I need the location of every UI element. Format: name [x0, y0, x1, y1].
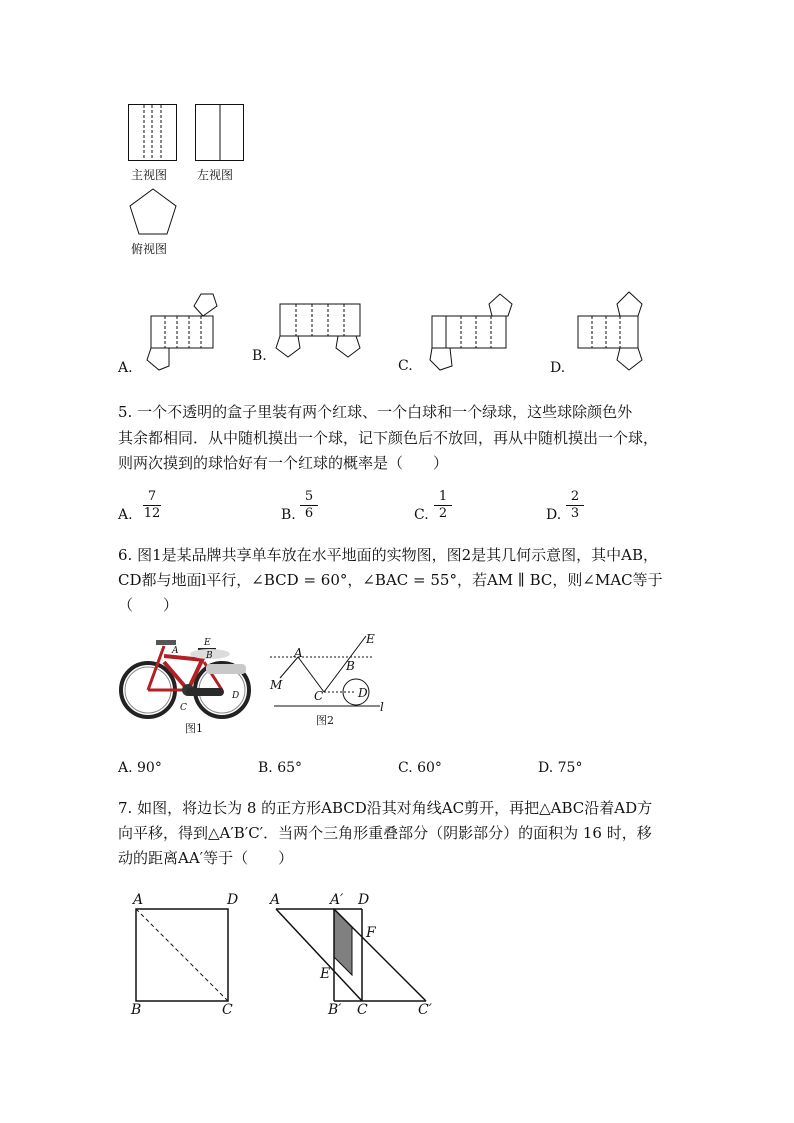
net-option-d	[576, 290, 646, 374]
tri-label-c-prime: C′	[418, 1002, 432, 1018]
front-view-caption: 主视图	[131, 168, 168, 182]
net-option-a	[145, 292, 225, 372]
left-view-caption: 左视图	[197, 168, 234, 182]
fig2-label-a: A	[294, 646, 303, 660]
tri-label-a: A	[270, 892, 281, 908]
q6-line-3: （ ）	[118, 596, 179, 614]
tri-label-e: E	[320, 966, 331, 982]
q5-option-b-denominator: 6	[304, 506, 314, 521]
translated-triangles-figure	[270, 905, 440, 1005]
q5-option-b-label[interactable]: B.	[281, 507, 296, 523]
q4-option-c-label[interactable]: C.	[398, 358, 413, 374]
q5-option-a-label[interactable]: A.	[118, 507, 133, 523]
top-view-figure	[128, 188, 178, 236]
q5-option-b-numerator: 5	[300, 490, 318, 506]
net-option-b	[276, 302, 366, 362]
sq-label-d: D	[227, 892, 239, 908]
q5-option-d-numerator: 2	[566, 490, 584, 506]
tri-label-b-prime: B′	[328, 1002, 342, 1018]
bike-label-d: D	[232, 691, 240, 701]
q5-option-a-fraction	[143, 490, 161, 521]
q4-option-b-label[interactable]: B.	[252, 348, 267, 364]
q6-line-2: CD都与地面l平行，∠BCD = 60°，∠BAC = 55°，若AM ∥ BC，则∠MAC等于	[118, 571, 663, 589]
q5-line-2: 其余都相同．从中随机摸出一个球，记下颜色后不放回，再从中随机摸出一个球，	[118, 429, 659, 447]
net-option-c	[428, 292, 512, 372]
bike-label-e: E	[204, 638, 211, 648]
tri-label-a-prime: A′	[330, 892, 344, 908]
fig2-label-c: C	[314, 689, 324, 703]
square-diagonal-figure	[135, 908, 230, 1003]
bike-label-c: C	[180, 703, 187, 713]
left-view-figure	[195, 104, 245, 162]
fig2-label-l: l	[380, 700, 384, 714]
fig2-label-b: B	[346, 659, 355, 673]
sq-label-c: C	[222, 1002, 233, 1018]
q5-option-c-fraction	[434, 490, 452, 521]
q5-option-d-fraction	[566, 490, 584, 521]
figure-1-caption: 图1	[185, 722, 203, 735]
fig2-label-m: M	[270, 678, 283, 692]
front-view-figure	[128, 104, 178, 162]
bike-label-a: A	[172, 646, 179, 656]
q5-option-c-denominator: 2	[438, 506, 448, 521]
q5-option-b-fraction	[300, 490, 318, 521]
fig2-label-d: D	[358, 686, 368, 700]
q6-option-b[interactable]: B. 65°	[258, 760, 303, 776]
sq-label-a: A	[133, 892, 144, 908]
q4-option-d-label[interactable]: D.	[550, 360, 566, 376]
q6-option-d[interactable]: D. 75°	[538, 760, 583, 776]
q5-line-3: 则两次摸到的球恰好有一个红球的概率是（ ）	[118, 454, 449, 472]
q5-line-1: 5. 一个不透明的盒子里装有两个红球、一个白球和一个绿球，这些球除颜色外	[118, 403, 633, 421]
q7-line-1: 7. 如图，将边长为 8 的正方形ABCD沿其对角线AC剪开，再把△ABC沿着AD方	[118, 799, 653, 817]
q5-option-c-numerator: 1	[434, 490, 452, 506]
q6-option-a[interactable]: A. 90°	[118, 760, 162, 776]
q7-line-2: 向平移，得到△A′B′C′．当两个三角形重叠部分（阴影部分）的面积为 16 时，移	[118, 824, 652, 842]
q7-line-3: 动的距离AA′等于（ ）	[118, 849, 294, 867]
bike-label-b: B	[206, 651, 213, 661]
figure-2-caption: 图2	[316, 714, 334, 727]
q6-line-1: 6. 图1是某品牌共享单车放在水平地面的实物图，图2是其几何示意图，其中AB，	[118, 546, 659, 564]
tri-label-c: C	[357, 1002, 368, 1018]
fig2-label-e: E	[366, 632, 375, 646]
q5-option-c-label[interactable]: C.	[414, 507, 429, 523]
top-view-caption: 俯视图	[131, 242, 168, 256]
q5-option-d-label[interactable]: D.	[546, 507, 562, 523]
q5-option-a-numerator: 7	[143, 490, 161, 506]
bicycle-illustration	[118, 632, 258, 720]
q4-option-a-label[interactable]: A.	[118, 360, 133, 376]
q5-option-a-denominator: 12	[143, 506, 161, 521]
q6-option-c[interactable]: C. 60°	[398, 760, 442, 776]
tri-label-d: D	[358, 892, 370, 908]
tri-label-f: F	[366, 925, 376, 941]
q5-option-d-denominator: 3	[570, 506, 580, 521]
sq-label-b: B	[131, 1002, 142, 1018]
